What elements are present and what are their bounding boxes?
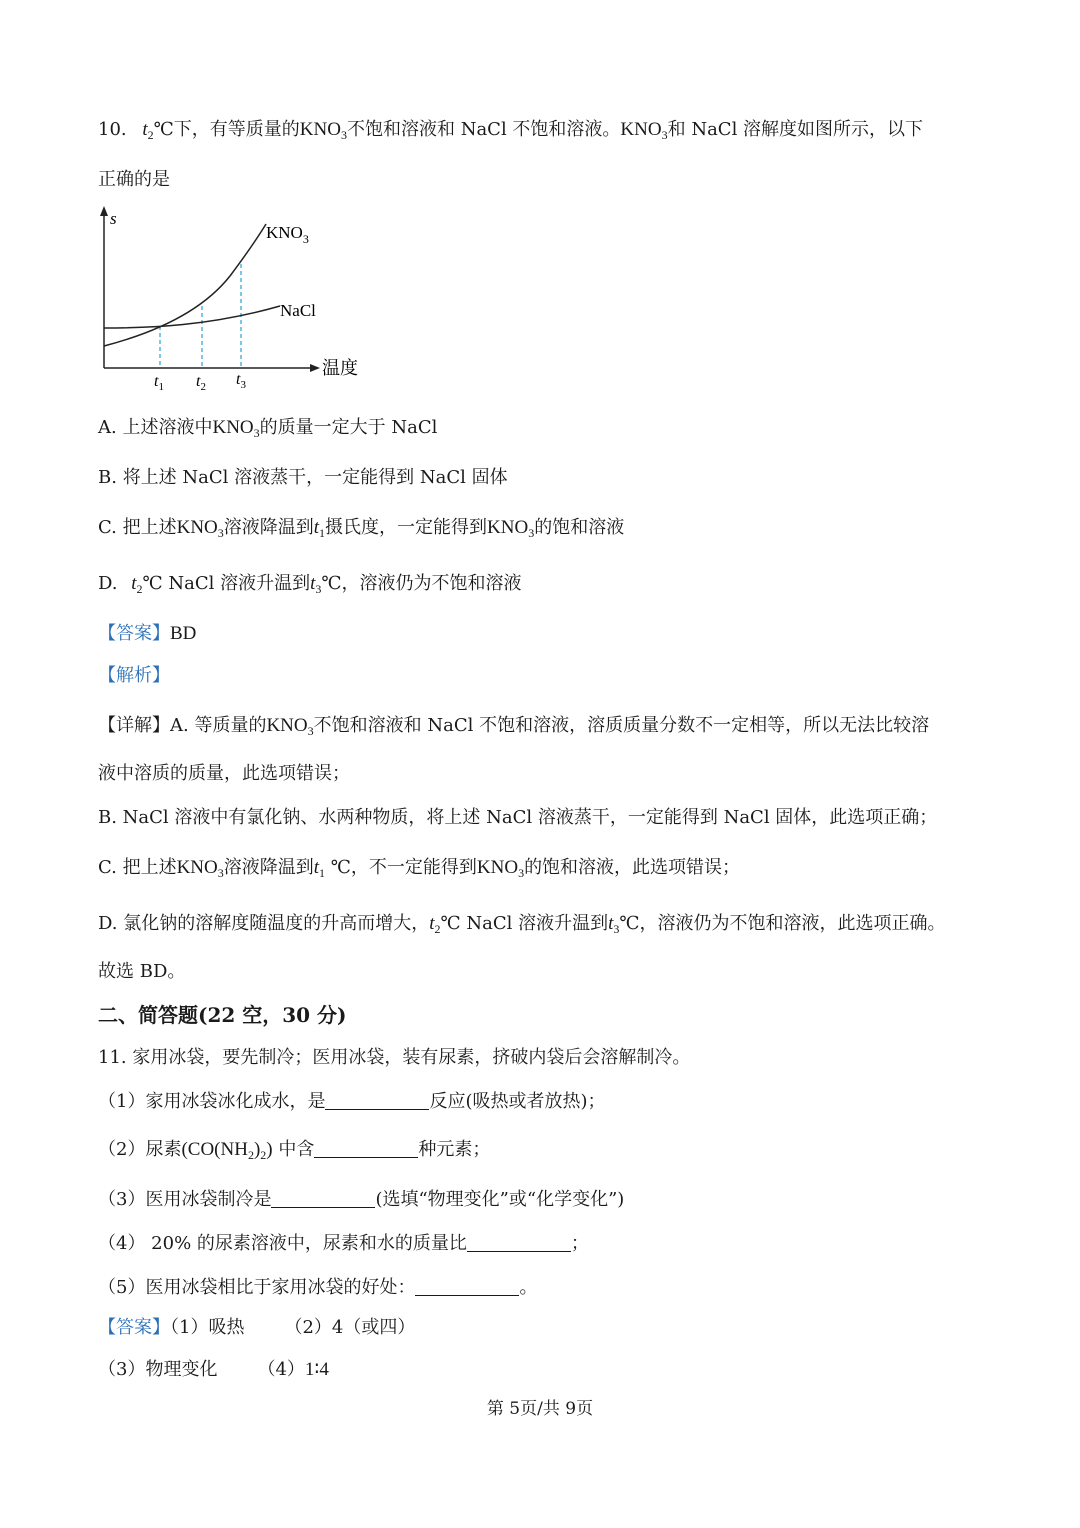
q10-conclusion: 故选 BD。 [98,961,186,982]
detail-c: C. 把上述$KNO_3$溶液降温到$t_1$ ℃，不一定能得到$KNO_3$的饱和溶液，此选项错误； [98,857,741,880]
detail-tag: 【详解】 [98,715,170,736]
detail-a-line1: 【详解】A. 等质量的$KNO_3$不饱和溶液和 NaCl 不饱和溶液，溶质质量分数不一定相等，所以无法比较溶 [98,715,930,738]
blank-2[interactable] [314,1139,418,1158]
answer-tag: 【答案】 [98,623,170,644]
solubility-graph [90,204,390,394]
q10-number: 10. [98,119,127,140]
section-title: 二、简答题(22 空，30 分) [98,1003,347,1027]
option-b: B. 将上述 NaCl 溶液蒸干，一定能得到 NaCl 固体 [98,467,508,488]
tick-t1: $t_1$ [154,373,164,393]
blank-4[interactable] [467,1233,571,1252]
q11-part5: （5）医用冰袋相比于家用冰袋的好处： 。 [98,1277,538,1298]
analysis-tag: 【解析】 [98,665,170,686]
q11-part1: （1）家用冰袋冰化成水，是 反应(吸热或者放热)； [98,1091,606,1112]
detail-a-line2: 液中溶质的质量，此选项错误； [98,763,350,784]
blank-1[interactable] [325,1091,429,1110]
y-axis-label: s [110,209,117,228]
q11-answer-line2: （3）物理变化 （4）1∶4 [98,1359,329,1380]
tick-t3: $t_3$ [236,371,246,391]
tick-t2: $t_2$ [196,373,206,393]
x-axis-label: 温度 [322,358,358,378]
q10-stem-line1: 10. $t_2℃$下，有等质量的$KNO_3$不饱和溶液和 NaCl 不饱和溶液。$KNO_3$和 NaCl 溶解度如图所示，以下 [98,119,924,142]
detail-d: D. 氯化钠的溶解度随温度的升高而增大，$t_2℃$ NaCl 溶液升温到$t_3℃$，溶液仍为不饱和溶液，此选项正确。 [98,913,946,936]
option-d: D. $t_2℃$ NaCl 溶液升温到$t_3℃$，溶液仍为不饱和溶液 [98,573,522,596]
y-axis-arrow [100,206,108,216]
q11-part4: （4） 20% 的尿素溶液中，尿素和水的质量比 ； [98,1233,589,1254]
answer-tag: 【答案】 [98,1317,170,1338]
option-c: C. 把上述$KNO_3$溶液降温到$t_1$摄氏度，一定能得到$KNO_3$的饱和溶液 [98,517,625,540]
option-a: A. 上述溶液中$KNO_3$的质量一定大于 NaCl [98,417,438,440]
page-footer: 第 5页/共 9页 [486,1399,594,1419]
q11-answer-line1: 【答案】（1）吸热 （2）4（或四） [98,1317,416,1338]
q10-stem-line2: 正确的是 [98,169,170,190]
q11-part2: （2）尿素$(CO(NH_2)_2)$ 中含 种元素； [98,1139,491,1162]
nacl-curve-label: NaCl [280,301,316,320]
q10-analysis [98,664,170,688]
q11-stem: 11. 家用冰袋，要先制冷；医用冰袋，装有尿素，挤破内袋后会溶解制冷。 [98,1047,691,1068]
x-axis-arrow [310,364,320,372]
q10-answer: 【答案】BD [98,623,197,644]
blank-5[interactable] [415,1277,519,1296]
kno3-curve-label: $KNO_3$ [266,223,309,246]
q11-part3: （3）医用冰袋制冷是 (选填“物理变化”或“化学变化”) [98,1189,625,1210]
detail-b: B. NaCl 溶液中有氯化钠、水两种物质，将上述 NaCl 溶液蒸干，一定能得到 NaCl 固体，此选项正确； [98,807,938,828]
blank-3[interactable] [271,1189,375,1208]
